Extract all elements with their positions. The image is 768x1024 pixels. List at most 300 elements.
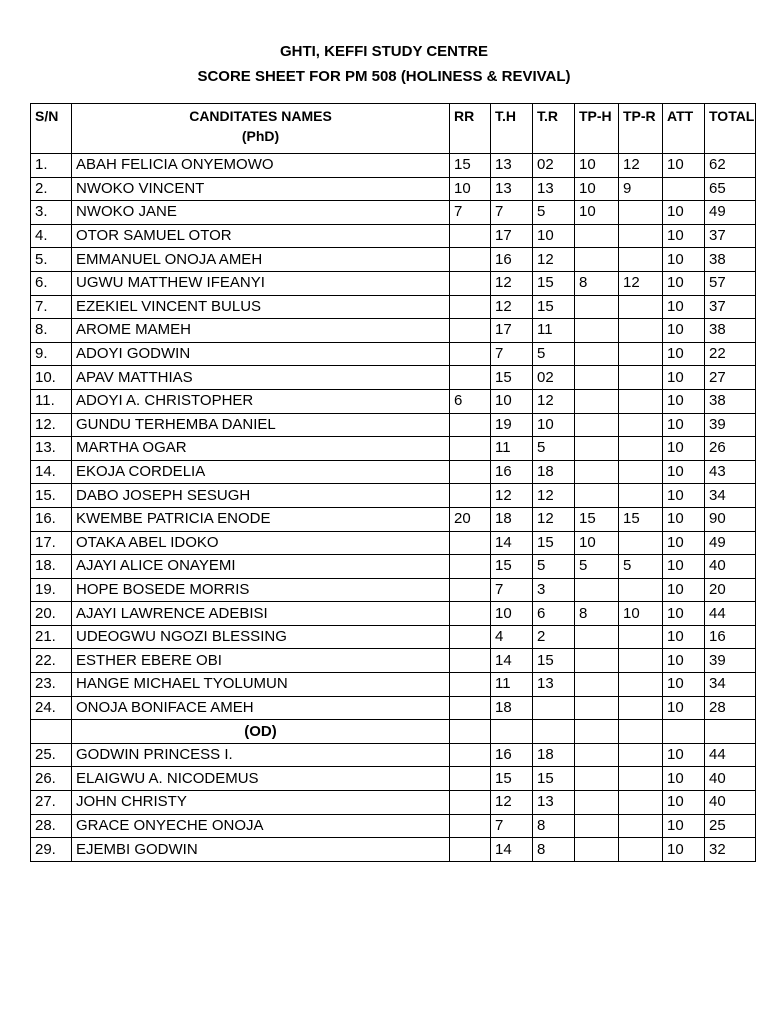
tr-cell: 8 [533,838,575,862]
name-cell: MARTHA OGAR [72,437,450,461]
score-table [30,103,756,862]
tph-cell [575,720,619,744]
total-cell: 49 [705,201,756,225]
att-cell: 10 [663,555,705,579]
table-row [31,248,756,272]
tr-cell: 10 [533,224,575,248]
att-cell: 10 [663,838,705,862]
rr-cell [450,460,491,484]
section-row [31,720,756,744]
sn-cell: 11. [31,389,72,413]
table-row [31,484,756,508]
table-row [31,366,756,390]
tpr-cell: 12 [619,154,663,178]
table-row [31,507,756,531]
table-row [31,224,756,248]
tr-cell: 13 [533,791,575,815]
tr-cell: 02 [533,154,575,178]
att-cell: 10 [663,673,705,697]
table-row [31,602,756,626]
header-th: T.H [491,104,533,154]
th-cell: 18 [491,507,533,531]
tr-cell: 13 [533,673,575,697]
tr-cell: 5 [533,555,575,579]
att-cell: 10 [663,507,705,531]
tpr-cell [619,366,663,390]
total-cell: 49 [705,531,756,555]
tr-cell: 5 [533,437,575,461]
rr-cell [450,531,491,555]
header-tr: T.R [533,104,575,154]
tr-cell: 12 [533,484,575,508]
name-cell: ADOYI A. CHRISTOPHER [72,389,450,413]
tph-cell [575,248,619,272]
header-tph: TP-H [575,104,619,154]
rr-cell [450,437,491,461]
header-candidate-names [72,104,450,154]
total-cell: 25 [705,814,756,838]
rr-cell [450,271,491,295]
tr-cell: 12 [533,248,575,272]
name-cell: NWOKO JANE [72,201,450,225]
att-cell: 10 [663,342,705,366]
tph-cell [575,814,619,838]
tpr-cell [619,342,663,366]
tph-cell [575,295,619,319]
th-cell: 13 [491,154,533,178]
tr-cell: 13 [533,177,575,201]
total-cell: 38 [705,389,756,413]
th-cell: 12 [491,295,533,319]
att-cell: 10 [663,271,705,295]
header-att: ATT [663,104,705,154]
tr-cell: 15 [533,531,575,555]
rr-cell [450,673,491,697]
total-cell: 22 [705,342,756,366]
tpr-cell [619,649,663,673]
total-cell: 27 [705,366,756,390]
sn-cell: 9. [31,342,72,366]
th-cell: 7 [491,342,533,366]
tr-cell: 18 [533,460,575,484]
tpr-cell [619,791,663,815]
total-cell: 26 [705,437,756,461]
att-cell: 10 [663,814,705,838]
name-cell: NWOKO VINCENT [72,177,450,201]
tph-cell [575,578,619,602]
name-cell: GODWIN PRINCESS I. [72,743,450,767]
table-row [31,578,756,602]
rr-cell: 10 [450,177,491,201]
tpr-cell: 15 [619,507,663,531]
tph-cell [575,838,619,862]
sn-cell: 26. [31,767,72,791]
att-cell [663,720,705,744]
table-row [31,154,756,178]
table-row [31,342,756,366]
sn-cell: 27. [31,791,72,815]
tr-cell: 2 [533,625,575,649]
att-cell: 10 [663,625,705,649]
table-row [31,201,756,225]
rr-cell: 7 [450,201,491,225]
tr-cell: 18 [533,743,575,767]
table-row [31,460,756,484]
header-rr: RR [450,104,491,154]
th-cell: 15 [491,366,533,390]
sn-cell: 2. [31,177,72,201]
tph-cell [575,319,619,343]
name-cell: APAV MATTHIAS [72,366,450,390]
th-cell: 16 [491,248,533,272]
rr-cell [450,767,491,791]
tph-cell [575,224,619,248]
sn-cell: 10. [31,366,72,390]
sn-cell: 17. [31,531,72,555]
tr-cell: 15 [533,295,575,319]
th-cell: 10 [491,389,533,413]
tr-cell: 15 [533,271,575,295]
total-cell: 39 [705,413,756,437]
tpr-cell [619,460,663,484]
name-cell: EZEKIEL VINCENT BULUS [72,295,450,319]
name-cell: AJAYI LAWRENCE ADEBISI [72,602,450,626]
tph-cell: 5 [575,555,619,579]
tpr-cell [619,295,663,319]
total-cell: 62 [705,154,756,178]
table-row [31,555,756,579]
att-cell: 10 [663,767,705,791]
name-cell: HOPE BOSEDE MORRIS [72,578,450,602]
table-row [31,791,756,815]
table-row [31,531,756,555]
tph-cell [575,696,619,720]
tph-cell [575,366,619,390]
sn-cell: 14. [31,460,72,484]
document-subtitle: SCORE SHEET FOR PM 508 (HOLINESS & REVIVAL) [197,68,571,85]
tph-cell [575,649,619,673]
section-label: (OD) [72,720,450,744]
th-cell: 19 [491,413,533,437]
total-cell: 40 [705,791,756,815]
tph-cell: 10 [575,531,619,555]
tpr-cell [619,625,663,649]
th-cell: 7 [491,201,533,225]
tr-cell [533,720,575,744]
att-cell: 10 [663,201,705,225]
total-cell: 34 [705,484,756,508]
name-cell: ABAH FELICIA ONYEMOWO [72,154,450,178]
total-cell: 65 [705,177,756,201]
th-cell: 14 [491,838,533,862]
rr-cell [450,555,491,579]
rr-cell [450,838,491,862]
total-cell: 57 [705,271,756,295]
sn-cell: 5. [31,248,72,272]
tpr-cell [619,838,663,862]
rr-cell [450,295,491,319]
th-cell: 7 [491,578,533,602]
tr-cell: 5 [533,201,575,225]
tpr-cell [619,743,663,767]
rr-cell: 6 [450,389,491,413]
name-cell: EJEMBI GODWIN [72,838,450,862]
tph-cell [575,437,619,461]
table-row [31,696,756,720]
tpr-cell [619,248,663,272]
sn-cell: 18. [31,555,72,579]
table-row [31,625,756,649]
th-cell: 14 [491,531,533,555]
tpr-cell [619,696,663,720]
sn-cell: 20. [31,602,72,626]
name-cell: KWEMBE PATRICIA ENODE [72,507,450,531]
name-cell: OTAKA ABEL IDOKO [72,531,450,555]
header-row [31,104,756,154]
total-cell: 40 [705,767,756,791]
att-cell: 10 [663,154,705,178]
att-cell: 10 [663,437,705,461]
th-cell: 13 [491,177,533,201]
rr-cell [450,743,491,767]
tr-cell: 3 [533,578,575,602]
sn-cell: 16. [31,507,72,531]
tph-cell [575,767,619,791]
tph-cell [575,625,619,649]
table-row [31,838,756,862]
tph-cell [575,743,619,767]
sn-cell: 28. [31,814,72,838]
name-cell: DABO JOSEPH SESUGH [72,484,450,508]
sn-cell: 15. [31,484,72,508]
tr-cell: 11 [533,319,575,343]
tr-cell: 6 [533,602,575,626]
name-cell: ONOJA BONIFACE AMEH [72,696,450,720]
total-cell [705,720,756,744]
total-cell: 20 [705,578,756,602]
rr-cell [450,413,491,437]
table-row [31,319,756,343]
tpr-cell [619,437,663,461]
table-row [31,814,756,838]
sn-cell: 4. [31,224,72,248]
header-tpr: TP-R [619,104,663,154]
tph-cell: 15 [575,507,619,531]
tpr-cell: 12 [619,271,663,295]
tr-cell: 5 [533,342,575,366]
total-cell: 16 [705,625,756,649]
sn-cell: 12. [31,413,72,437]
th-cell: 12 [491,484,533,508]
tr-cell: 12 [533,389,575,413]
th-cell: 14 [491,649,533,673]
sn-cell: 8. [31,319,72,343]
rr-cell [450,484,491,508]
name-cell: GRACE ONYECHE ONOJA [72,814,450,838]
tpr-cell: 9 [619,177,663,201]
sn-cell: 23. [31,673,72,697]
sn-cell: 7. [31,295,72,319]
name-cell: AROME MAMEH [72,319,450,343]
th-cell: 17 [491,224,533,248]
rr-cell [450,319,491,343]
rr-cell [450,720,491,744]
tr-cell: 12 [533,507,575,531]
table-row [31,389,756,413]
att-cell: 10 [663,389,705,413]
tph-cell [575,791,619,815]
tr-cell: 10 [533,413,575,437]
th-cell: 18 [491,696,533,720]
sn-cell: 25. [31,743,72,767]
rr-cell [450,625,491,649]
header-names-label: CANDITATES NAMES [189,108,332,124]
rr-cell [450,649,491,673]
table-row [31,649,756,673]
tr-cell: 15 [533,767,575,791]
tph-cell: 10 [575,201,619,225]
tph-cell: 10 [575,154,619,178]
header-sn: S/N [31,104,72,154]
th-cell: 12 [491,791,533,815]
total-cell: 90 [705,507,756,531]
rr-cell: 20 [450,507,491,531]
sn-cell [31,720,72,744]
th-cell [491,720,533,744]
tpr-cell: 10 [619,602,663,626]
name-cell: UDEOGWU NGOZI BLESSING [72,625,450,649]
total-cell: 43 [705,460,756,484]
name-cell: JOHN CHRISTY [72,791,450,815]
header-names-sublabel: (PhD) [241,128,280,144]
att-cell: 10 [663,248,705,272]
tpr-cell [619,319,663,343]
sn-cell: 6. [31,271,72,295]
att-cell [663,177,705,201]
rr-cell [450,248,491,272]
tph-cell [575,673,619,697]
name-cell: OTOR SAMUEL OTOR [72,224,450,248]
att-cell: 10 [663,224,705,248]
tpr-cell: 5 [619,555,663,579]
tpr-cell [619,578,663,602]
rr-cell [450,224,491,248]
tr-cell: 8 [533,814,575,838]
tph-cell [575,413,619,437]
th-cell: 16 [491,743,533,767]
th-cell: 4 [491,625,533,649]
att-cell: 10 [663,460,705,484]
rr-cell [450,791,491,815]
name-cell: EKOJA CORDELIA [72,460,450,484]
tph-cell: 8 [575,271,619,295]
sn-cell: 24. [31,696,72,720]
total-cell: 37 [705,224,756,248]
th-cell: 11 [491,437,533,461]
tph-cell: 8 [575,602,619,626]
th-cell: 15 [491,555,533,579]
tr-cell: 02 [533,366,575,390]
sn-cell: 1. [31,154,72,178]
att-cell: 10 [663,366,705,390]
tpr-cell [619,389,663,413]
name-cell: EMMANUEL ONOJA AMEH [72,248,450,272]
table-row [31,177,756,201]
th-cell: 17 [491,319,533,343]
tpr-cell [619,413,663,437]
name-cell: UGWU MATTHEW IFEANYI [72,271,450,295]
tr-cell [533,696,575,720]
tpr-cell [619,224,663,248]
att-cell: 10 [663,295,705,319]
total-cell: 32 [705,838,756,862]
table-row [31,271,756,295]
att-cell: 10 [663,649,705,673]
total-cell: 28 [705,696,756,720]
th-cell: 7 [491,814,533,838]
table-row [31,295,756,319]
att-cell: 10 [663,531,705,555]
att-cell: 10 [663,743,705,767]
header-total: TOTAL [705,104,756,154]
table-row [31,413,756,437]
name-cell: ADOYI GODWIN [72,342,450,366]
att-cell: 10 [663,578,705,602]
tph-cell [575,460,619,484]
name-cell: HANGE MICHAEL TYOLUMUN [72,673,450,697]
att-cell: 10 [663,319,705,343]
tph-cell [575,389,619,413]
th-cell: 12 [491,271,533,295]
att-cell: 10 [663,696,705,720]
name-cell: GUNDU TERHEMBA DANIEL [72,413,450,437]
tpr-cell [619,201,663,225]
total-cell: 37 [705,295,756,319]
total-cell: 39 [705,649,756,673]
tpr-cell [619,767,663,791]
total-cell: 38 [705,319,756,343]
rr-cell [450,602,491,626]
table-row [31,673,756,697]
name-cell: AJAYI ALICE ONAYEMI [72,555,450,579]
name-cell: ELAIGWU A. NICODEMUS [72,767,450,791]
name-cell: ESTHER EBERE OBI [72,649,450,673]
att-cell: 10 [663,602,705,626]
sn-cell: 13. [31,437,72,461]
rr-cell [450,696,491,720]
tpr-cell [619,484,663,508]
tpr-cell [619,720,663,744]
sn-cell: 29. [31,838,72,862]
tpr-cell [619,673,663,697]
total-cell: 38 [705,248,756,272]
tph-cell [575,342,619,366]
tph-cell [575,484,619,508]
document-title: GHTI, KEFFI STUDY CENTRE [279,43,489,60]
rr-cell [450,578,491,602]
th-cell: 16 [491,460,533,484]
sn-cell: 3. [31,201,72,225]
th-cell: 11 [491,673,533,697]
rr-cell [450,366,491,390]
rr-cell [450,814,491,838]
tpr-cell [619,814,663,838]
total-cell: 44 [705,602,756,626]
att-cell: 10 [663,791,705,815]
tr-cell: 15 [533,649,575,673]
sn-cell: 22. [31,649,72,673]
th-cell: 15 [491,767,533,791]
